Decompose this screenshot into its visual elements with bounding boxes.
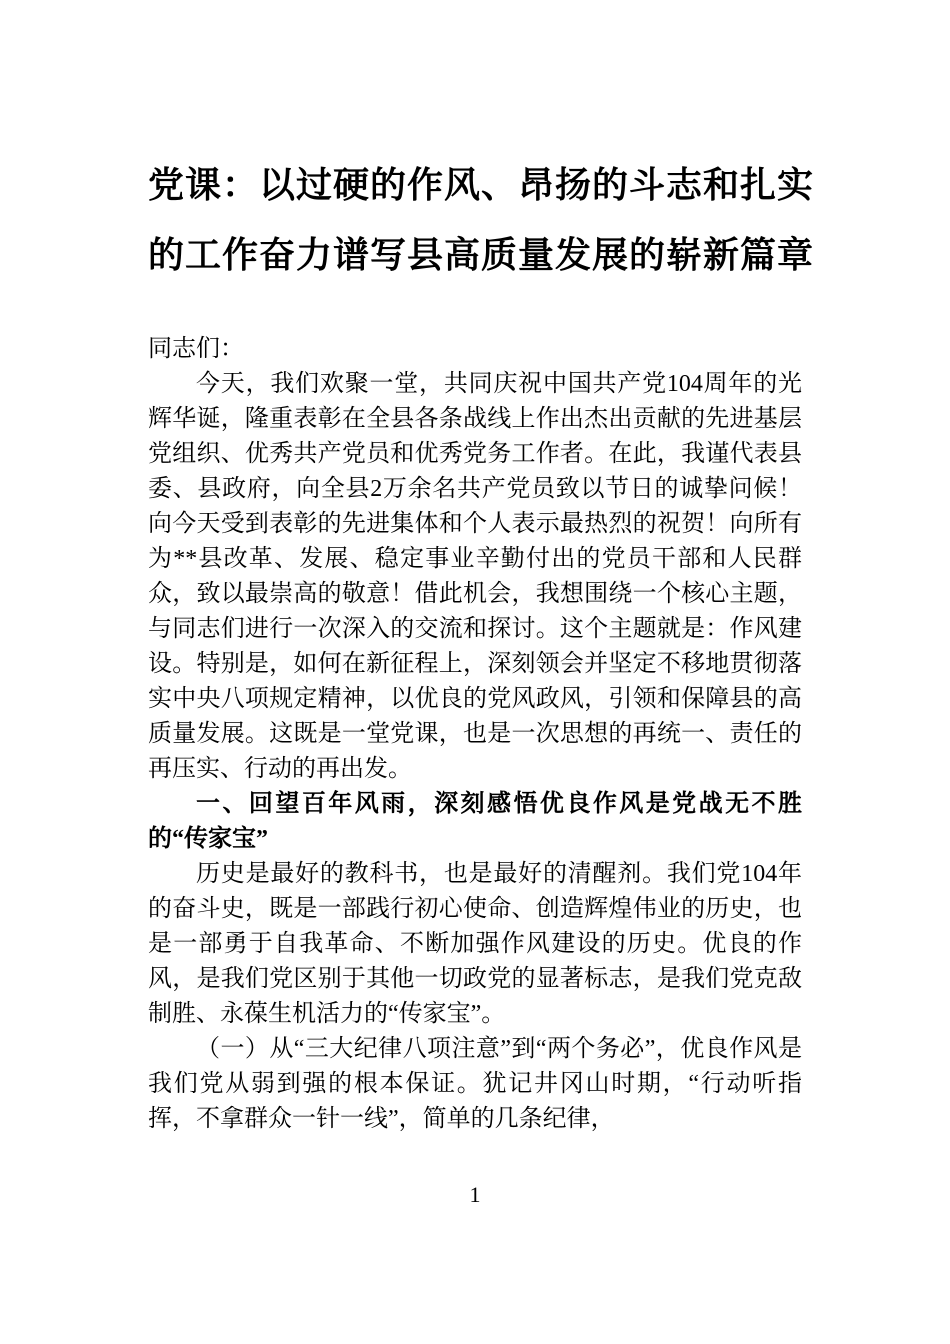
- document-body: [148, 332, 802, 1137]
- section-1-heading: 一、回望百年风雨，深刻感悟优良作风是党战无不胜的“传家宝”: [148, 791, 802, 852]
- subsection-1-paragraph: （一）从“三大纪律八项注意”到“两个务必”，优良作风是我们党从弱到强的根本保证。犹记井冈山时期，“行动听指挥，不拿群众一针一线”，简单的几条纪律，: [148, 1036, 802, 1132]
- page-number: 1: [469, 1182, 481, 1207]
- document-title-line-2: 的工作奋力谱写县高质量发展的崭新篇章: [148, 234, 815, 275]
- salutation: 同志们：: [148, 336, 244, 362]
- document-title-line-1: 党课：以过硬的作风、昂扬的斗志和扎实: [148, 164, 815, 205]
- document-title: [148, 150, 815, 290]
- section-1-paragraph: 历史是最好的教科书，也是最好的清醒剂。我们党104年的奋斗史，既是一部践行初心使命、创造辉煌伟业的历史，也是一部勇于自我革命、不断加强作风建设的历史。优良的作风，是我们党区别于其他一切政党的显著标志，是我们党克敌制胜、永葆生机活力的“传家宝”。: [148, 861, 802, 1027]
- intro-paragraph: 今天，我们欢聚一堂，共同庆祝中国共产党104周年的光辉华诞，隆重表彰在全县各条战线上作出杰出贡献的先进基层党组织、优秀共产党员和优秀党务工作者。在此，我谨代表县委、县政府，向全县2万余名共产党员致以节日的诚挚问候！向今天受到表彰的先进集体和个人表示最热烈的祝贺！向所有为**县改革、发展、稳定事业辛勤付出的党员干部和人民群众，致以最崇高的敬意！借此机会，我想围绕一个核心主题，与同志们进行一次深入的交流和探讨。这个主题就是：作风建设。特别是，如何在新征程上，深刻领会并坚定不移地贯彻落实中央八项规定精神，以优良的党风政风，引领和保障县的高质量发展。这既是一堂党课，也是一次思想的再统一、责任的再压实、行动的再出发。: [148, 371, 802, 782]
